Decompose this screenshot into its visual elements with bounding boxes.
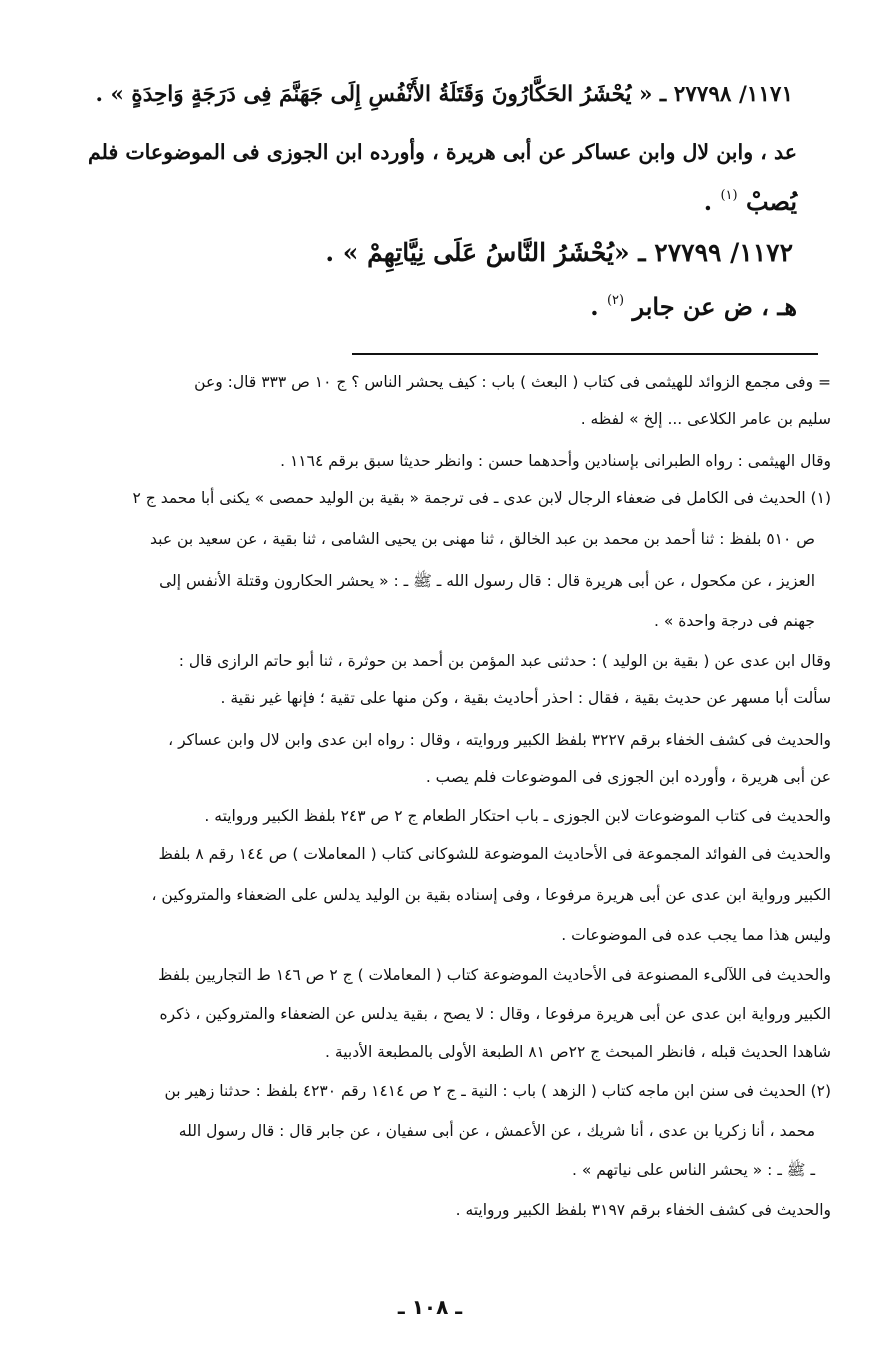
footnote-marker-2: (٢)	[606, 293, 625, 308]
hadith-1171-source-line-2	[77, 187, 797, 216]
footnote-line: (١) الحديث فى الكامل فى ضعفاء الرجال لابن عدى ـ فى ترجمة « بقية بن الوليد حمصى » يكنى أبا محمد ج ٢	[132, 489, 831, 507]
footnote-line: وقال الهيثمى : رواه الطبرانى بإسنادين وأحدهما حسن : وانظر حديثا سبق برقم ١١٦٤ .	[280, 452, 831, 470]
footnote-line: ـ ﷺ ـ : « يحشر الناس على نياتهم » .	[571, 1161, 815, 1179]
footnote-line: عن أبى هريرة ، وأورده ابن الجوزى فى الموضوعات فلم يصب .	[425, 768, 831, 786]
hadith-1172-source-end: .	[590, 292, 599, 321]
footnote-line: وليس هذا مما يجب عده فى الموضوعات .	[561, 926, 831, 944]
hadith-1171-source-line-1: عد ، وابن لال وابن عساكر عن أبى هريرة ، وأورده ابن الجوزى فى الموضوعات فلم	[88, 140, 797, 164]
hadith-1172-source	[77, 292, 797, 321]
hadith-1171: ١١٧١/ ٢٧٧٩٨ ـ « يُحْشَرُ الحَكَّارُونَ وَقَتَلَةُ الأَنْفُسِ إِلَى جَهَنَّمَ فِى دَرَجَةٍ وَاحِدَةٍ » .	[95, 82, 793, 107]
footnote-line: والحديث فى كشف الخفاء برقم ٣١٩٧ بلفظ الكبير وروايته .	[455, 1201, 831, 1219]
footnote-line: سليم بن عامر الكلاعى ... إلخ » لفظه .	[580, 410, 831, 428]
footnote-line: ص ٥١٠ بلفظ : ثنا أحمد بن محمد بن عبد الخالق ، ثنا مهنى بن يحيى الشامى ، ثنا بقية ، عن سعيد بن عبد	[150, 530, 815, 548]
footnote-line: جهنم فى درجة واحدة » .	[653, 612, 815, 630]
footnote-line: محمد ، أنا زكريا بن عدى ، أنا شريك ، عن الأعمش ، عن أبى سفيان ، عن جابر قال : قال رسول الله	[178, 1122, 815, 1140]
footnote-line: (٢) الحديث فى سنن ابن ماجه كتاب ( الزهد ) باب : النية ـ ج ٢ ص ١٤١٤ رقم ٤٢٣٠ بلفظ : حدثنا زهير بن	[164, 1082, 831, 1100]
hadith-1172-source-text: هـ ، ض عن جابر	[632, 292, 797, 321]
footnote-line: والحديث فى كشف الخفاء برقم ٣٢٢٧ بلفظ الكبير وروايته ، وقال : رواه ابن عدى وابن لال وابن عساكر ،	[168, 731, 831, 749]
footnote-line: والحديث فى اللآلىء المصنوعة فى الأحاديث الموضوعة كتاب ( المعاملات ) ج ٢ ص ١٤٦ ط التجاريين بلفظ	[157, 966, 831, 984]
footnote-line: والحديث فى كتاب الموضوعات لابن الجوزى ـ باب احتكار الطعام ج ٢ ص ٢٤٣ بلفظ الكبير وروايته .	[204, 807, 831, 825]
hadith-1172: ١١٧٢/ ٢٧٧٩٩ ـ «يُحْشَرُ النَّاسُ عَلَى نِيَّاتِهِمْ » .	[325, 238, 793, 267]
footnote-line: سألت أبا مسهر عن حديث بقية ، فقال : احذر أحاديث بقية ، وكن منها على تقية ؛ فإنها غير نقية .	[220, 689, 831, 707]
footnote-line: شاهدا الحديث قبله ، فانظر المبحث ج ٢٢ص ٨١ الطبعة الأولى بالمطبعة الأدبية .	[325, 1043, 831, 1061]
page-number: ـ ١٠٨ ـ	[397, 1295, 463, 1319]
footnote-line: الكبير ورواية ابن عدى عن أبى هريرة مرفوعا ، وقال : لا يصح ، بقية يدلس عن الضعفاء والمتروكين ، ذكره	[159, 1005, 831, 1023]
footnote-line: وقال ابن عدى عن ( بقية بن الوليد ) : حدثنى عبد المؤمن بن أحمد بن حوثرة ، ثنا أبو حاتم الرازى قال :	[178, 652, 831, 670]
footnote-line: العزيز ، عن مكحول ، عن أبى هريرة قال : قال رسول الله ـ ﷺ ـ : « يحشر الحكارون وقتلة الأنفس إلى	[159, 572, 815, 590]
hadith-1171-source-end: .	[703, 187, 713, 216]
footnote-divider	[352, 353, 818, 355]
footnote-line: = وفى مجمع الزوائد للهيثمى فى كتاب ( البعث ) باب : كيف يحشر الناس ؟ ج ١٠ ص ٣٣٣ قال: وعن	[194, 373, 831, 391]
footnote-line: الكبير ورواية ابن عدى عن أبى هريرة مرفوعا ، وفى إسناده بقية بن الوليد يدلس على الضعفاء والمتروكين ،	[151, 886, 831, 904]
hadith-1171-source-word: يُصبْ	[745, 187, 797, 216]
footnote-marker-1: (١)	[720, 188, 738, 203]
footnote-line: والحديث فى الفوائد المجموعة فى الأحاديث الموضوعة للشوكانى كتاب ( المعاملات ) ص ١٤٤ رقم ٨ بلفظ	[158, 845, 831, 863]
